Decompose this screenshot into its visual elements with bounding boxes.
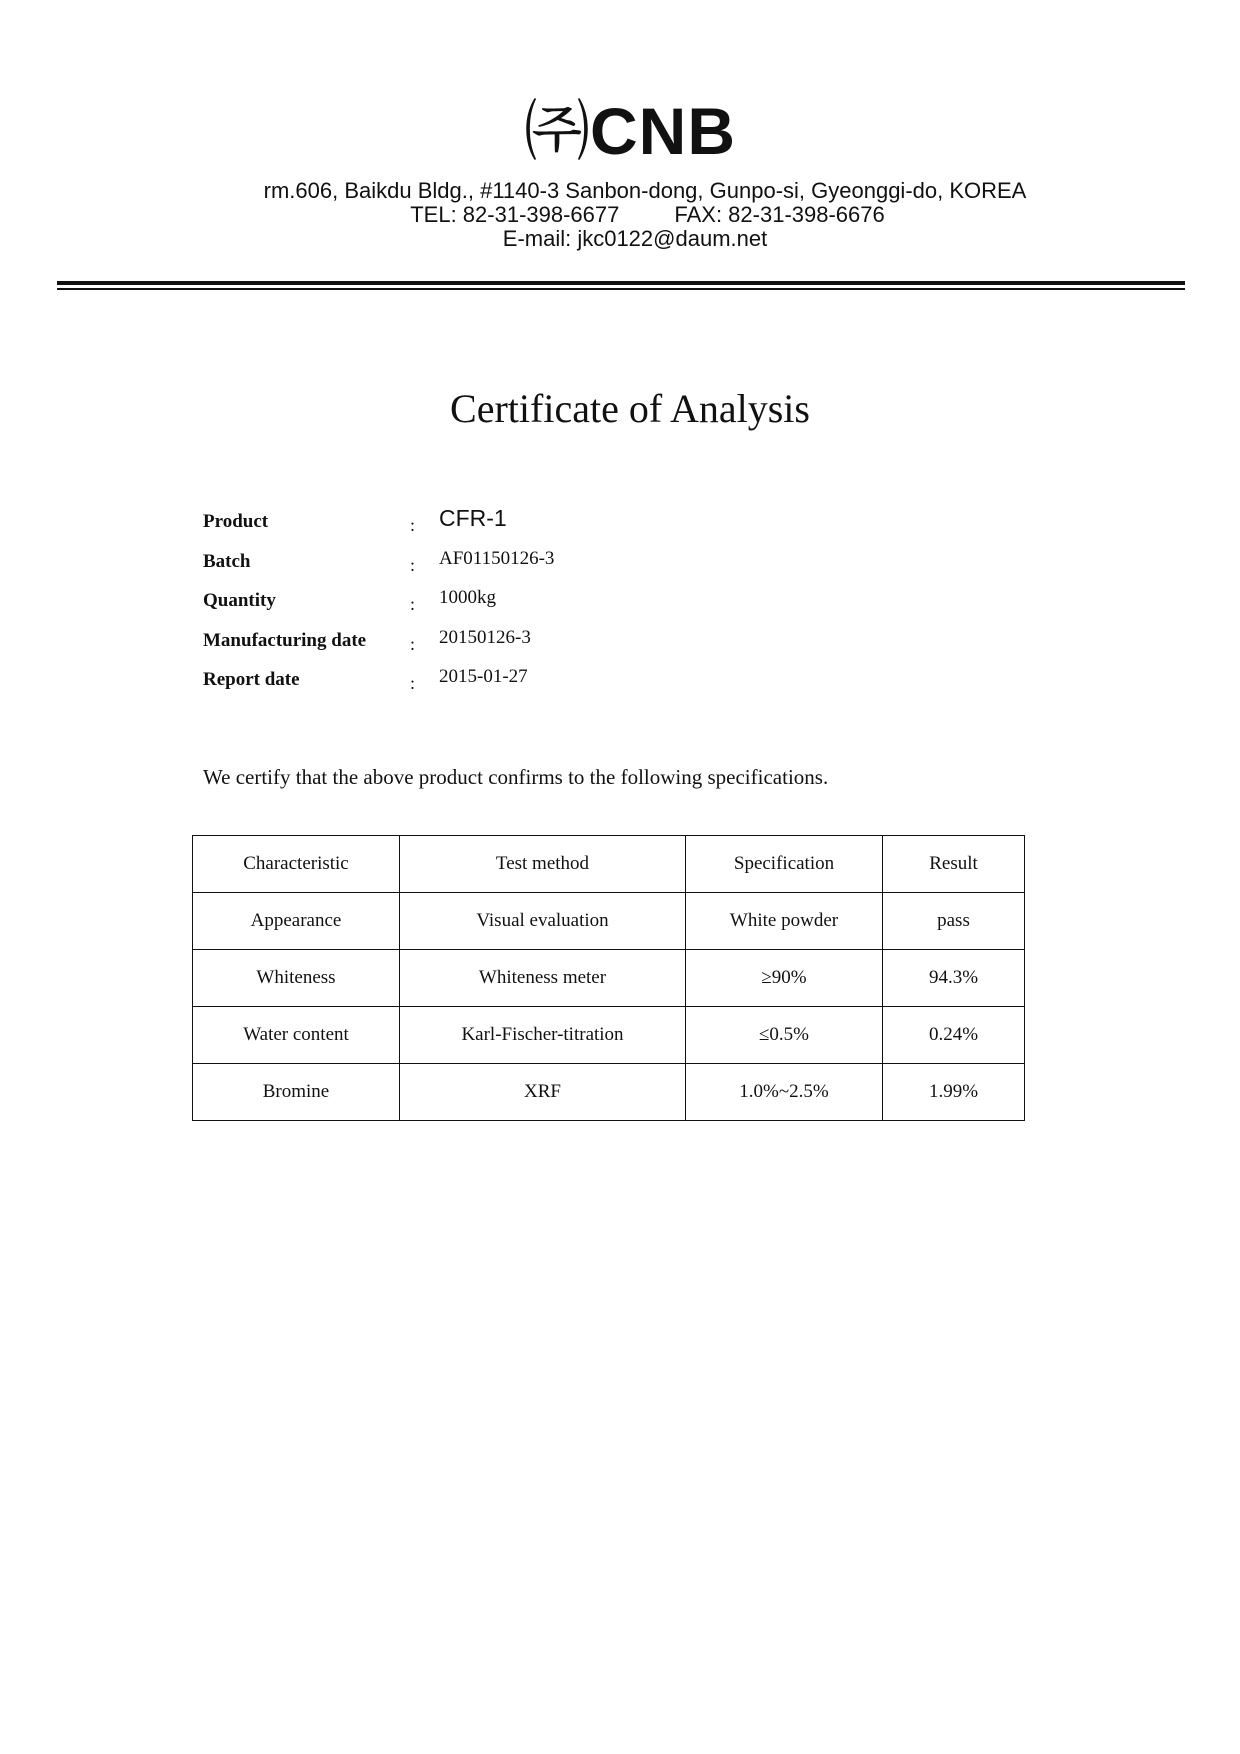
header-test-method: Test method (400, 836, 686, 893)
cell-specification: ≥90% (686, 950, 883, 1007)
company-tel: TEL: 82-31-398-6677 (410, 202, 620, 227)
cell-test-method: Karl-Fischer-titration (400, 1007, 686, 1064)
info-value: CFR-1 (439, 505, 507, 531)
table-row (193, 893, 1025, 950)
table-row (193, 1007, 1025, 1064)
cell-result: 0.24% (883, 1007, 1025, 1064)
info-value: 20150126-3 (439, 626, 531, 648)
cell-test-method: Visual evaluation (400, 893, 686, 950)
info-label: Quantity (203, 590, 276, 611)
info-value: 1000kg (439, 587, 496, 608)
header-divider-thick (57, 281, 1185, 285)
info-label: Manufacturing date (203, 629, 367, 651)
cell-result: 1.99% (883, 1064, 1025, 1121)
cell-characteristic: Water content (193, 1007, 400, 1064)
cell-characteristic: Appearance (193, 893, 400, 950)
certification-statement: We certify that the above product confirms to the following specifications. (203, 765, 829, 789)
info-colon: : (410, 633, 416, 654)
header-divider-thin (57, 288, 1185, 290)
company-address: rm.606, Baikdu Bldg., #1140-3 Sanbon-dong, Gunpo-si, Gyeonggi-do, KOREA (263, 178, 1027, 203)
company-contact (55, 203, 1240, 227)
cell-characteristic: Whiteness (193, 950, 400, 1007)
cell-specification: ≤0.5% (686, 1007, 883, 1064)
cell-result: pass (883, 893, 1025, 950)
info-colon: : (410, 594, 416, 614)
info-colon: : (410, 554, 416, 575)
header-characteristic: Characteristic (193, 836, 400, 893)
table-row (193, 950, 1025, 1007)
company-email: E-mail: jkc0122@daum.net (502, 226, 768, 251)
info-label: Report date (203, 669, 300, 690)
header-result: Result (883, 836, 1025, 893)
company-name: CNB (590, 94, 736, 168)
info-label: Product (203, 511, 269, 532)
cell-test-method: Whiteness meter (400, 950, 686, 1007)
info-colon: : (410, 673, 416, 693)
cell-test-method: XRF (400, 1064, 686, 1121)
specification-table (192, 835, 1025, 1121)
letterhead (0, 95, 1240, 251)
table-row (193, 1064, 1025, 1121)
cell-characteristic: Bromine (193, 1064, 400, 1121)
info-label: Batch (203, 550, 251, 572)
cell-specification: 1.0%~2.5% (686, 1064, 883, 1121)
company-mark: ㈜ (524, 94, 590, 168)
table-header-row (193, 836, 1025, 893)
header-specification: Specification (686, 836, 883, 893)
info-value: AF01150126-3 (439, 547, 555, 569)
company-logo (20, 95, 1240, 167)
info-colon: : (410, 515, 416, 535)
company-fax: FAX: 82-31-398-6676 (674, 202, 885, 227)
document-title: Certificate of Analysis (450, 386, 810, 431)
cell-specification: White powder (686, 893, 883, 950)
cell-result: 94.3% (883, 950, 1025, 1007)
info-value: 2015-01-27 (439, 666, 528, 687)
